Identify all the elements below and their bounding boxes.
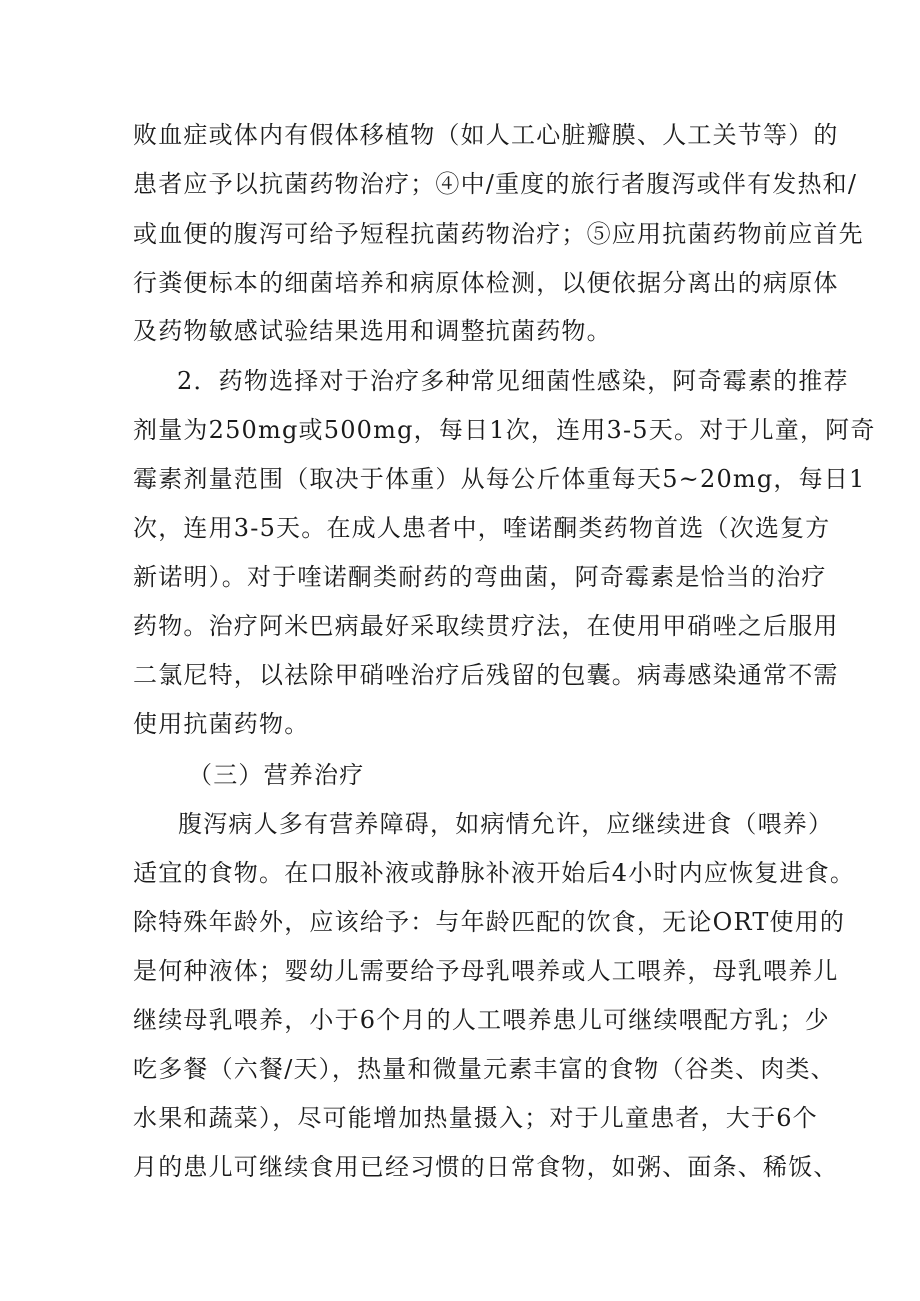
text-line: 次，连用3-5天。在成人患者中，喹诺酮类药物首选（次选复方 [133, 514, 831, 542]
text-line: 继续母乳喂养，小于6个月的人工喂养患儿可继续喂配方乳；少 [133, 1006, 830, 1034]
text-line: 患者应予以抗菌药物治疗；④中/重度的旅行者腹泻或伴有发热和/ [133, 170, 858, 198]
text-line: 腹泻病人多有营养障碍，如病情允许，应继续进食（喂养） [178, 810, 834, 838]
section-2-heading-line: 2．药物选择对于治疗多种常见细菌性感染，阿奇霉素的推荐 [177, 367, 849, 395]
text-line: 药物。治疗阿米巴病最好采取续贯疗法，在使用甲硝唑之后服用 [133, 612, 839, 640]
text-line: 及药物敏感试验结果选用和调整抗菌药物。 [133, 317, 612, 345]
section-heading: （三）营养治疗 [188, 761, 365, 789]
text-line: 是何种液体；婴幼儿需要给予母乳喂养或人工喂养，母乳喂养儿 [133, 957, 839, 985]
text-line: 水果和蔬菜），尽可能增加热量摄入；对于儿童患者，大于6个 [133, 1104, 818, 1132]
text-line: 或血便的腹泻可给予短程抗菌药物治疗；⑤应用抗菌药物前应首先 [133, 220, 864, 248]
text-line: 行粪便标本的细菌培养和病原体检测，以便依据分离出的病原体 [133, 269, 839, 297]
text-line: 使用抗菌药物。 [133, 710, 310, 738]
text-line: 剂量为250mg或500mg，每日1次，连用3-5天。对于儿童，阿奇 [133, 416, 876, 444]
text-line: 吃多餐（六餐/天），热量和微量元素丰富的食物（谷类、肉类、 [133, 1055, 836, 1083]
text-line: 败血症或体内有假体移植物（如人工心脏瓣膜、人工关节等）的 [133, 121, 839, 149]
text-line: 霉素剂量范围（取决于体重）从每公斤体重每天5~20mg，每日1 [133, 465, 866, 493]
text-line: 除特殊年龄外，应该给予：与年龄匹配的饮食，无论ORT使用的 [133, 908, 846, 936]
text-line: 月的患儿可继续食用已经习惯的日常食物，如粥、面条、稀饭、 [133, 1153, 839, 1181]
text-line: 二氯尼特，以祛除甲硝唑治疗后残留的包囊。病毒感染通常不需 [133, 661, 839, 689]
text-line: 适宜的食物。在口服补液或静脉补液开始后4小时内应恢复进食。 [133, 859, 856, 887]
text-line: 新诺明）。对于喹诺酮类耐药的弯曲菌，阿奇霉素是恰当的治疗 [133, 563, 827, 591]
